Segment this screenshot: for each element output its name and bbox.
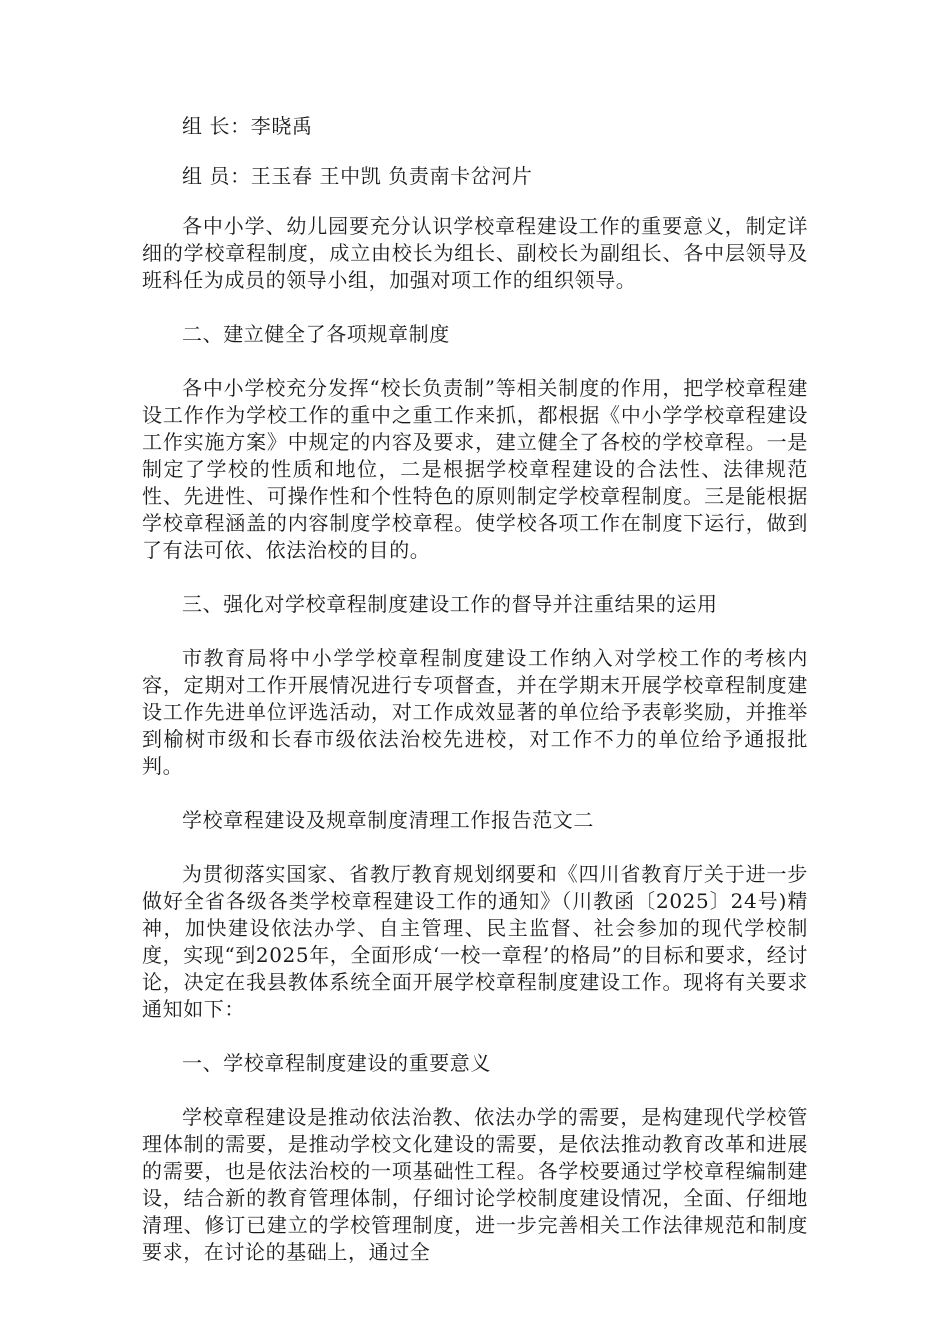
section-heading-2: 二、建立健全了各项规章制度 (182, 322, 450, 346)
section-heading-1: 一、学校章程制度建设的重要意义 (182, 1051, 491, 1075)
paragraph-2: 各中小学校充分发挥“校长负责制”等相关制度的作用，把学校章程建设工作作为学校工作的重中之重工作来抓，都根据《中小学学校章程建设工作实施方案》中规定的内容及要求，建立健全了各校的学校章程。一是制定了学校的性质和地位，二是根据学校章程建设的合法性、法律规范性、先进性、可操作性和个性特色的原则制定学校章程制度。三是能根据学校章程涵盖的内容制度学校章程。使学校各项工作在制度下运行，做到了有法可依、依法治校的目的。 (142, 376, 808, 562)
section-heading-3: 三、强化对学校章程制度建设工作的督导并注重结果的运用 (182, 592, 718, 616)
group-members-line: 组 员：王玉春 王中凯 负责南卡岔河片 (182, 164, 533, 188)
paragraph-4: 为贯彻落实国家、省教厅教育规划纲要和《四川省教育厅关于进一步做好全省各级各类学校章程建设工作的通知》（川教函〔2025〕24号)精神，加快建设依法办学、自主管理、民主监督、社会参加的现代学校制度，实现“到2025年，全面形成‘一校一章程’的格局”的目标和要求，经讨论，决定在我县教体系统全面开展学校章程制度建设工作。现将有关要求通知如下： (142, 862, 808, 1021)
paragraph-3: 市教育局将中小学学校章程制度建设工作纳入对学校工作的考核内容，定期对工作开展情况进行专项督查，并在学期末开展学校章程制度建设工作先进单位评选活动，对工作成效显著的单位给予表彰奖励，并推举到榆树市级和长春市级依法治校先进校，对工作不力的单位给予通报批判。 (142, 646, 808, 778)
document-subtitle: 学校章程建设及规章制度清理工作报告范文二 (182, 808, 594, 832)
paragraph-1: 各中小学、幼儿园要充分认识学校章程建设工作的重要意义，制定详细的学校章程制度，成立由校长为组长、副校长为副组长、各中层领导及班科任为成员的领导小组，加强对项工作的组织领导。 (142, 214, 808, 292)
group-leader-line: 组 长：李晓禹 (182, 114, 313, 138)
document-page (142, 113, 808, 1293)
paragraph-5: 学校章程建设是推动依法治教、依法办学的需要，是构建现代学校管理体制的需要，是推动学校文化建设的需要，是依法推动教育改革和进展的需要，也是依法治校的一项基础性工程。各学校要通过学校章程编制建设，结合新的教育管理体制，仔细讨论学校制度建设情况，全面、仔细地清理、修订已建立的学校管理制度，进一步完善相关工作法律规范和制度要求，在讨论的基础上，通过全 (142, 1105, 808, 1264)
